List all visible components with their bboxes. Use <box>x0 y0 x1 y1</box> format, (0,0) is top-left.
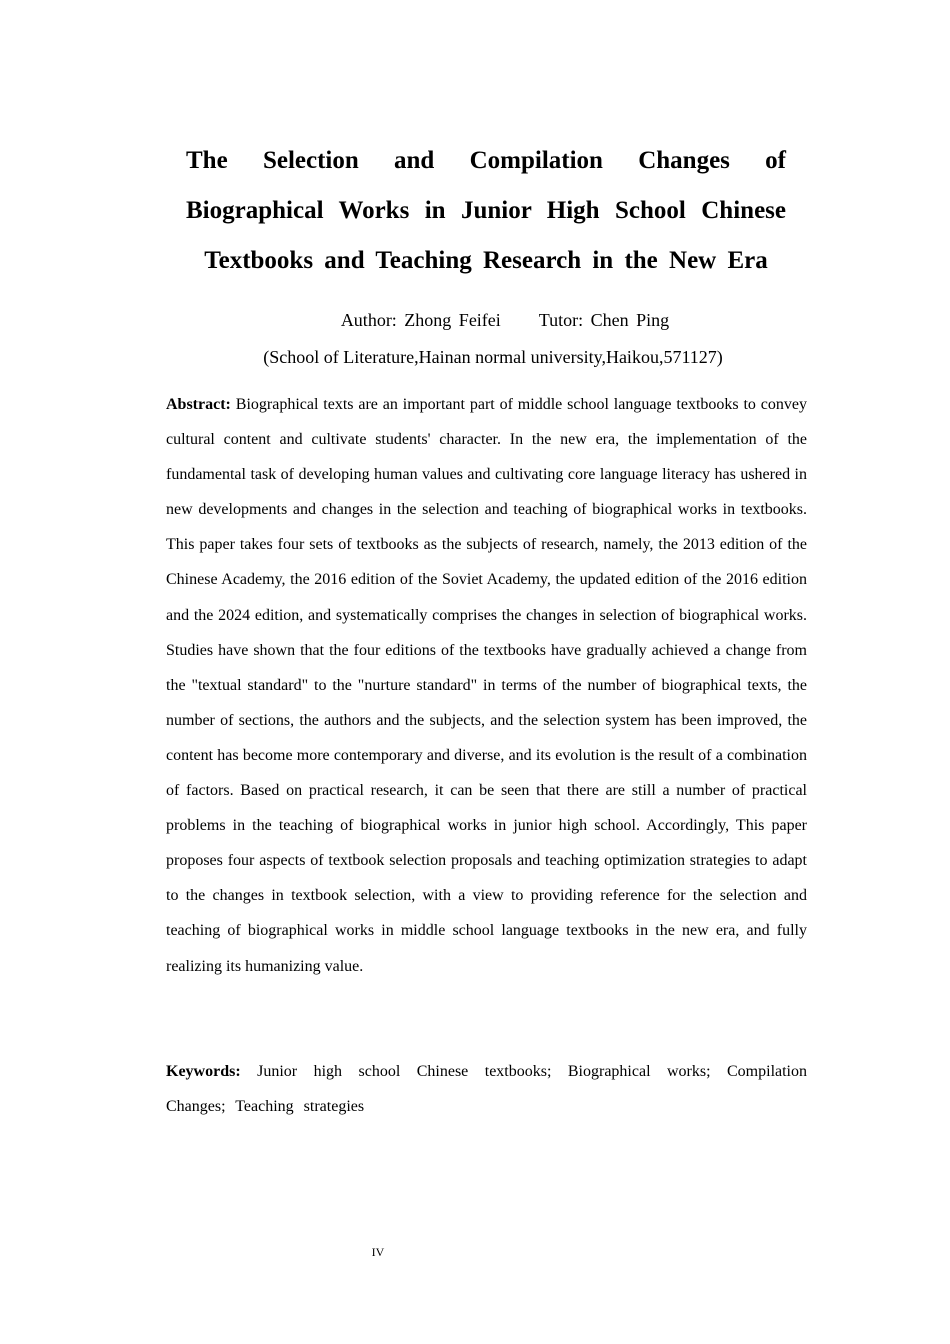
author-line <box>0 307 950 333</box>
keywords-label: Keywords: <box>166 1063 241 1080</box>
affiliation: (School of Literature,Hainan normal university,Haikou,571127) <box>263 347 723 367</box>
author-name: Author: Zhong Feifei <box>340 310 501 330</box>
tutor-name: Tutor: Chen Ping <box>538 310 670 330</box>
abstract-paragraph <box>166 387 807 984</box>
page-number: IV <box>371 1245 385 1259</box>
paper-title: The Selection and Compilation Changes of Biographical Works in Junior High School Chinese Textbooks and Teaching Research in the New Era <box>186 147 786 274</box>
abstract-text: Biographical texts are an important part of middle school language textbooks to convey cultural content and cultivate students' character. In the new era, the implementation of the fundamental task of developing human values and cultivating core language literacy has ushered in new developments and changes in the selection and teaching of biographical works in textbooks. This paper takes four sets of textbooks as the subjects of research, namely, the 2013 edition of the Chinese Academy, the 2016 edition of the Soviet Academy, the updated edition of the 2016 edition and the 2024 edition, and systematically comprises the changes in selection of biographical works. Studies have shown that the four editions of the textbooks have gradually achieved a change from the "textual standard" to the "nurture standard" in terms of the number of biographical texts, the number of sections, the authors and the subjects, and the selection system has been improved, the content has become more contemporary and diverse, and its evolution is the result of a combination of factors. Based on practical research, it can be seen that there are still a number of practical problems in the teaching of biographical works in junior high school. Accordingly, This paper proposes four aspects of textbook selection proposals and teaching optimization strategies to adapt to the changes in textbook selection, with a view to providing reference for the selection and teaching of biographical works in middle school language textbooks in the new era, and fully realizing its humanizing value. <box>166 396 808 975</box>
keywords-text: Junior high school Chinese textbooks; Biographical works; Compilation Changes; Teaching strategies <box>166 1063 808 1116</box>
keywords-paragraph <box>166 1054 807 1124</box>
abstract-label: Abstract: <box>166 396 231 413</box>
